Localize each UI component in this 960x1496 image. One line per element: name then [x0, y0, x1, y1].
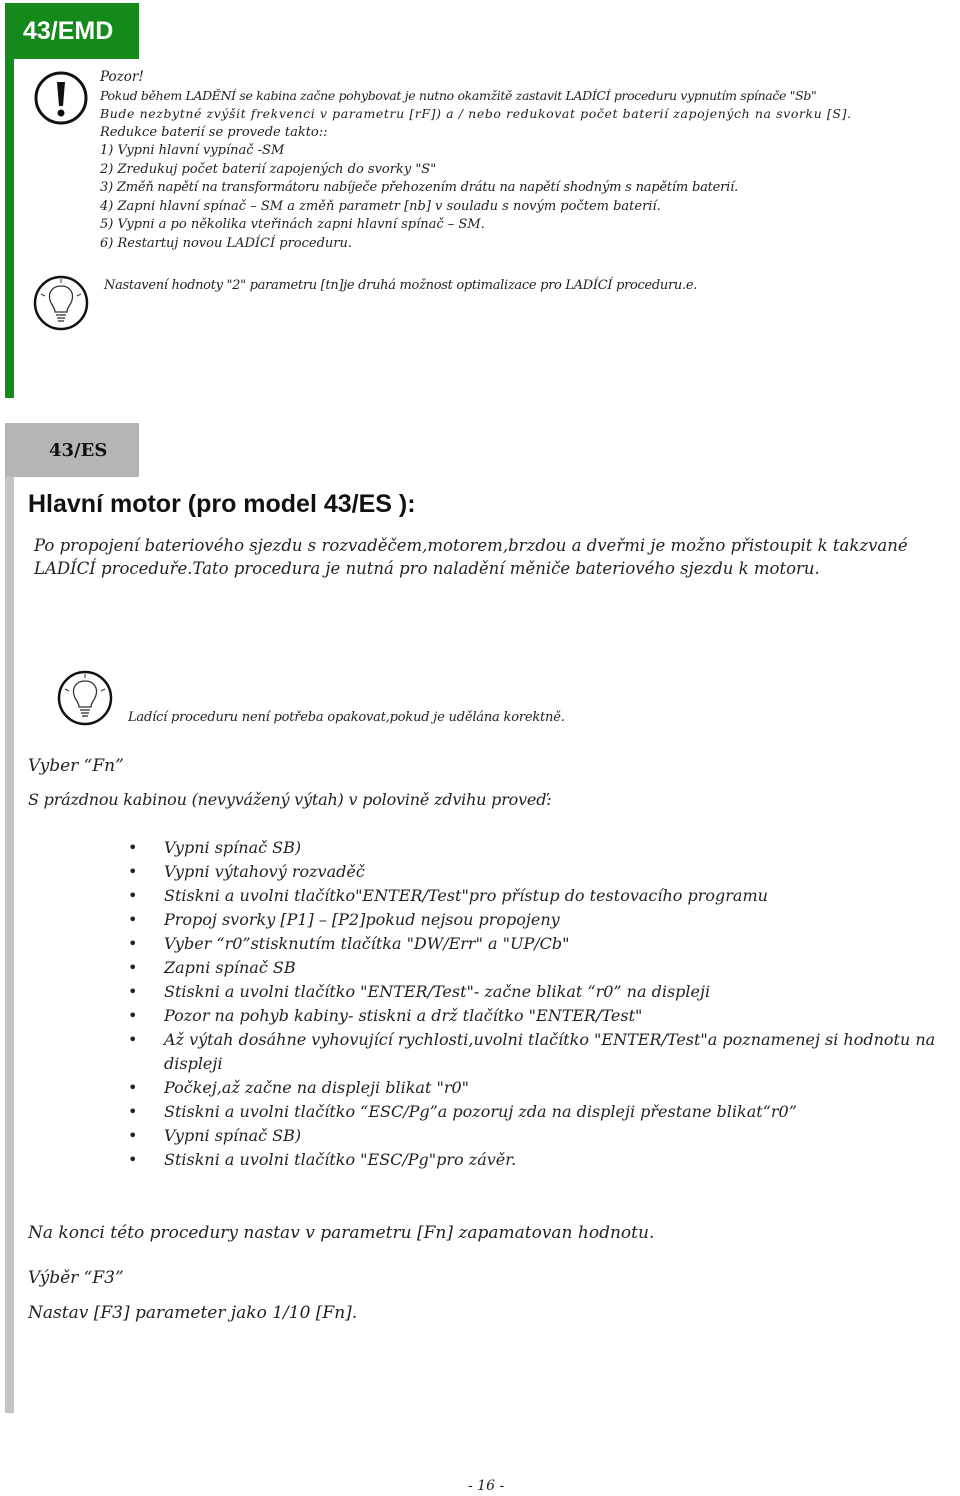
warning-line: 6) Restartuj novou LADÍCÍ proceduru.: [100, 235, 352, 251]
lightbulb-icon: [32, 274, 90, 332]
section-tab-43-es: 43/ES: [5, 423, 139, 477]
page-number: - 16 -: [468, 1478, 505, 1494]
warning-line: 3) Změň napětí na transformátoru nabíječe přehozením drátu na napětí shodným s napětím baterií.: [100, 180, 738, 195]
list-item: • Vypni spínač SB): [128, 836, 958, 860]
tip-text-es: Ladící proceduru není potřeba opakovat,pokud je udělána korektně.: [128, 710, 565, 725]
list-item: • Propoj svorky [P1] – [P2]pokud nejsou propojeny: [128, 908, 958, 932]
select-fn-line: Vyber “Fn”: [28, 756, 124, 776]
warning-icon: [33, 70, 89, 126]
list-item: • Stiskni a uvolni tlačítko"ENTER/Test"pro přístup do testovacího programu: [128, 884, 958, 908]
tip-text-emd: Nastavení hodnoty "2" parametru [tn]je druhá možnost optimalizace pro LADÍCÍ proceduru.e.: [104, 278, 698, 293]
section-bar-es: [5, 477, 14, 1413]
warning-line: 2) Zredukuj počet baterií zapojených do svorky "S": [100, 161, 437, 177]
warning-line: 1) Vypni hlavní vypínač -SM: [100, 143, 285, 158]
warning-line: 4) Zapni hlavní spínač – SM a změň parametr [nb] v souladu s novým počtem baterií.: [100, 198, 661, 214]
list-item: • Vyber “r0”stisknutím tlačítka "DW/Err" a "UP/Cb": [128, 932, 958, 956]
warning-line: Pozor!: [100, 69, 144, 85]
select-f3-line: Výběr “F3”: [28, 1268, 124, 1288]
list-item: • Pozor na pohyb kabiny- stiskni a drž tlačítko "ENTER/Test": [128, 1004, 958, 1028]
procedure-steps: [128, 836, 958, 1172]
warning-line: Bude nezbytné zvýšit frekvenci v parametru [rF]) a / nebo redukovat počet baterií zapojených na svorku [S].: [100, 106, 852, 121]
warning-line: 5) Vypni a po několika vteřinách zapni hlavní spínač – SM.: [100, 217, 485, 232]
list-item: • Počkej,až začne na displeji blikat "r0": [128, 1076, 958, 1100]
list-item: • Vypni spínač SB): [128, 1124, 958, 1148]
list-item: • Vypni výtahový rozvaděč: [128, 860, 958, 884]
list-item: • Stiskni a uvolni tlačítko “ESC/Pg”a pozoruj zda na displeji přestane blikat“r0”: [128, 1100, 958, 1124]
list-item: • Stiskni a uvolni tlačítko "ENTER/Test"- začne blikat “r0” na displeji: [128, 980, 958, 1004]
warning-line: Redukce baterií se provede takto::: [100, 124, 328, 140]
end-procedure-line: Na konci této procedury nastav v parametru [Fn] zapamatovan hodnotu.: [28, 1223, 655, 1243]
lightbulb-icon: [56, 669, 114, 727]
intro-paragraph: Po propojení bateriového sjezdu s rozvaděčem,motorem,brzdou a dveřmi je možno přistoupit k takzvané LADÍCÍ proceduře.Tato procedura je nutná pro naladění měniče bateriového sjezdu k motoru.: [34, 536, 908, 578]
section-bar-emd: [5, 59, 14, 398]
list-item: • Až výtah dosáhne vyhovující rychlosti,uvolni tlačítko "ENTER/Test"a poznamenej si hodnotu na displeji: [128, 1028, 958, 1076]
empty-cabin-line: S prázdnou kabinou (nevyvážený výtah) v polovině zdvihu proveď:: [28, 790, 552, 809]
section-heading: Hlavní motor (pro model 43/ES ):: [28, 490, 416, 518]
list-item: • Stiskni a uvolni tlačítko "ESC/Pg"pro závěr.: [128, 1148, 958, 1172]
list-item: • Zapni spínač SB: [128, 956, 958, 980]
warning-line: Pokud během LADĚNÍ se kabina začne pohybovat je nutno okamžitě zastavit LADÍCÍ proceduru vypnutím spínače "Sb": [100, 87, 817, 103]
section-tab-43-emd: 43/EMD: [5, 3, 139, 59]
set-f3-line: Nastav [F3] parameter jako 1/10 [Fn].: [28, 1303, 358, 1323]
warning-block: [100, 68, 852, 253]
